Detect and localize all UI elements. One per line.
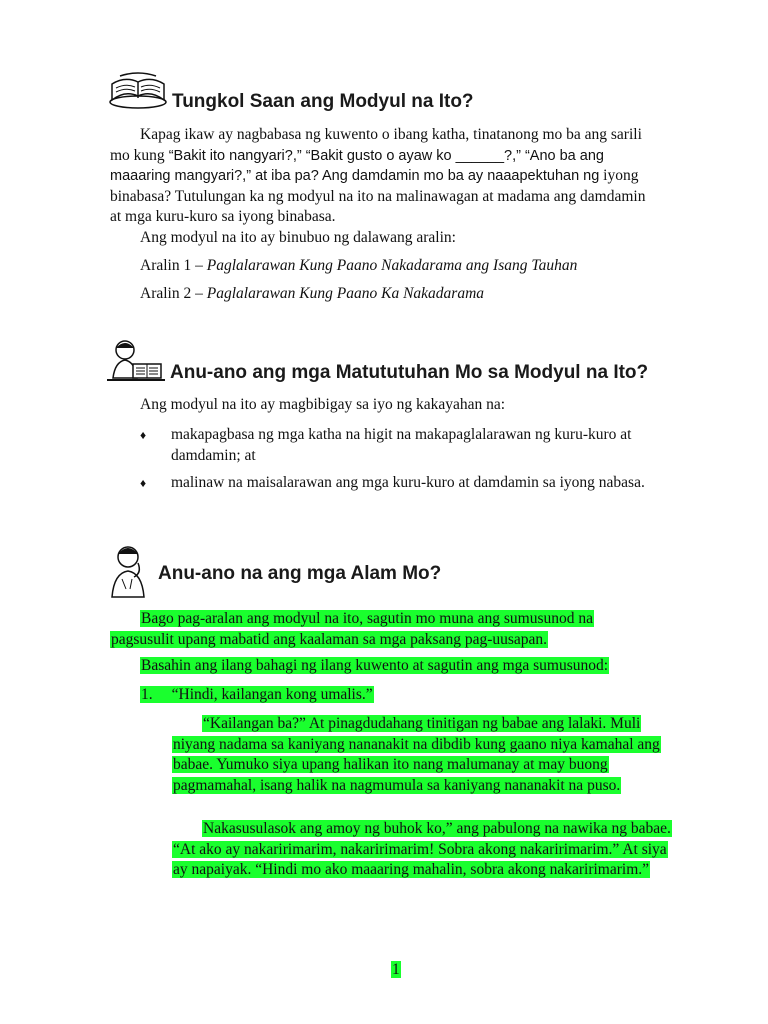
section-title: Tungkol Saan ang Modyul na Ito? [172,91,474,112]
module-composition-text: Ang modyul na ito ay binubuo ng dalawang aralin: [140,229,456,246]
intro-paragraph: Kapag ikaw ay nagbabasa ng kuwento o ibang katha, tinatanong mo ba ang sarili mo kung “Bakit ito nangyari?,” “Bakit gusto o ayaw ko ______?,” “Ano ba ang maaaring mangyari?,” at iba pa? Ang damdamin mo ba ay naaapektuhan ng iyong binabasa? Tutulungan ka ng modyul na ito na malinawagan at madama ang damdamin at mga kuru-kuro sa iyong binabasa. [110,126,646,225]
open-book-icon [108,72,168,115]
section-pretest-header [158,563,441,585]
excerpt-paragraph-2: Nakasusulasok ang amoy ng buhok ko,” ang pabulong na nawika ng babae. “At ako ay nakaririmarim, nakaririmarim! Sobra akong nakaririmarim.” At siya ay napaiyak. “Hindi mo ako maaaring mahalin, sobra akong nakaririmarim.” [173,820,671,878]
list-item: ♦ makapagbasa ng mga katha na higit na makapaglalarawan ng kuru-kuro at damdamin; at [140,425,660,466]
section-title: Anu-ano ang mga Matututuhan Mo sa Modyul na Ito? [170,362,649,383]
question-1: 1. “Hindi, kailangan kong umalis.” [141,686,373,703]
lesson-1-line: Aralin 1 – Paglalarawan Kung Paano Nakadarama ang Isang Tauhan [140,257,578,274]
excerpt-paragraph-1: “Kailangan ba?” At pinagdudahang tinitigan ng babae ang lalaki. Muli niyang nadama sa kaniyang nananakit na dibdib kung gaano niya kamahal ang babae. Yumuko siya upang halikan ito nang malumanay at may buong pagmamahal, isang halik na nagmumula sa kaniyang nananakit na puso. [173,715,660,794]
objectives-intro: Ang modyul na ito ay magbibigay sa iyo ng kakayahan na: [140,396,506,413]
section-objectives-header [170,362,648,384]
thinking-student-icon [106,543,154,604]
section-title: Anu-ano na ang mga Alam Mo? [158,563,442,584]
diamond-bullet-icon: ♦ [140,428,147,442]
diamond-bullet-icon: ♦ [140,476,147,490]
pretest-intro: Bago pag-aralan ang modyul na ito, sagutin mo muna ang sumusunod na pagsusulit upang mabatid ang kaalaman sa mga paksang pag-uusapan. [111,610,593,648]
page-number: 1 [392,961,400,978]
lesson-2-line: Aralin 2 – Paglalarawan Kung Paano Ka Nakadarama [140,285,485,302]
reading-student-icon [105,338,167,391]
section-about-header [172,91,474,113]
list-item: ♦ malinaw na maisalarawan ang mga kuru-kuro at damdamin sa iyong nabasa. [140,473,660,494]
pretest-instruction: Basahin ang ilang bahagi ng ilang kuwento at sagutin ang mga sumusunod: [141,657,609,674]
